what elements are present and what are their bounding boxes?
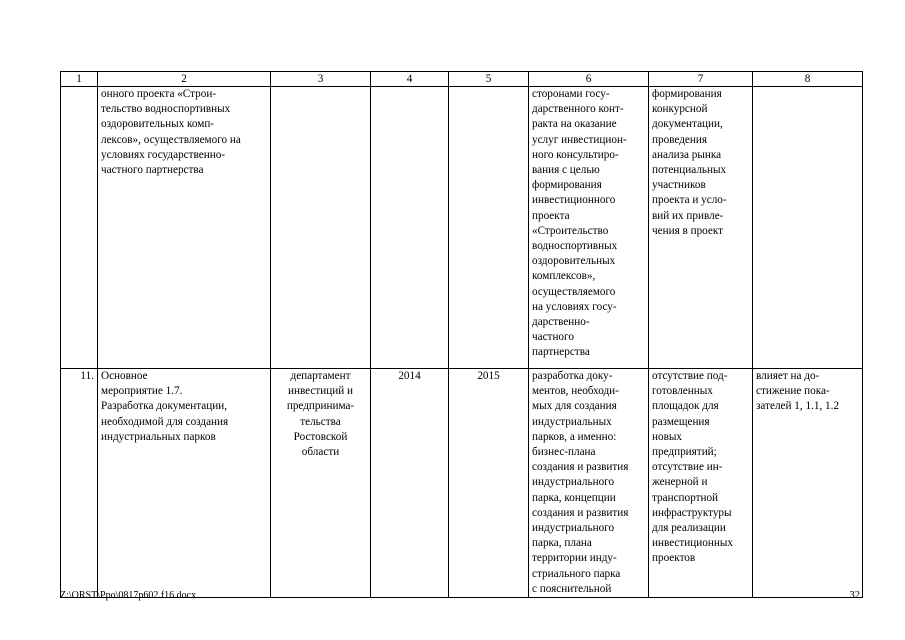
header-cell: 8: [753, 72, 863, 87]
footer-file-path: Z:\ORST\Ppo\0817p602.f16.docx: [60, 590, 197, 601]
measures-table: [60, 71, 863, 598]
header-cell: 6: [529, 72, 649, 87]
table-row: [61, 87, 863, 369]
table-cell: [753, 87, 863, 369]
table-cell: Основное мероприятие 1.7. Разработка документации, необходимой для создания индустриальных парков: [98, 369, 271, 598]
table-cell: формирования конкурсной документации, проведения анализа рынка потенциальных участников проекта и усло- вий их привле- чения в проект: [649, 87, 753, 369]
table-cell: департамент инвестиций и предпринима- тельства Ростовской области: [271, 369, 371, 598]
header-cell: 7: [649, 72, 753, 87]
header-cell: 5: [449, 72, 529, 87]
table-cell: онного проекта «Строи- тельство водноспортивных оздоровительных комп- лексов», осуществляемого на условиях государственно- частного партнерства: [98, 87, 271, 369]
table-cell: 2014: [371, 369, 449, 598]
row-number-cell: 11.: [61, 369, 98, 598]
page-number: 32: [849, 590, 860, 601]
table-cell: разработка доку- ментов, необходи- мых для создания индустриальных парков, а именно: бизнес-плана создания и развития индустриального парка, концепции создания и развития индустриального парка, плана территории инду- стриального парка с пояснительной: [529, 369, 649, 598]
table-cell: отсутствие под- готовленных площадок для размещения новых предприятий; отсутствие ин- женерной и транспортной инфраструктуры для реализации инвестиционных проектов: [649, 369, 753, 598]
table-cell: [271, 87, 371, 369]
header-cell: 3: [271, 72, 371, 87]
table-cell: [371, 87, 449, 369]
table-cell: [61, 87, 98, 369]
table-cell: влияет на до- стижение пока- зателей 1, 1.1, 1.2: [753, 369, 863, 598]
table-cell: [449, 87, 529, 369]
header-cell: 4: [371, 72, 449, 87]
table-row: [61, 369, 863, 598]
header-cell: 1: [61, 72, 98, 87]
table-cell: сторонами госу- дарственного конт- ракта на оказание услуг инвестицион- ного консультиро- вания с целью формирования инвестиционного проекта «Строительство водноспортивных оздоровительных комплексов», осуществляемого на условиях госу- дарственно- частного партнерства: [529, 87, 649, 369]
table-header-row: [61, 72, 863, 87]
table-cell: 2015: [449, 369, 529, 598]
header-cell: 2: [98, 72, 271, 87]
